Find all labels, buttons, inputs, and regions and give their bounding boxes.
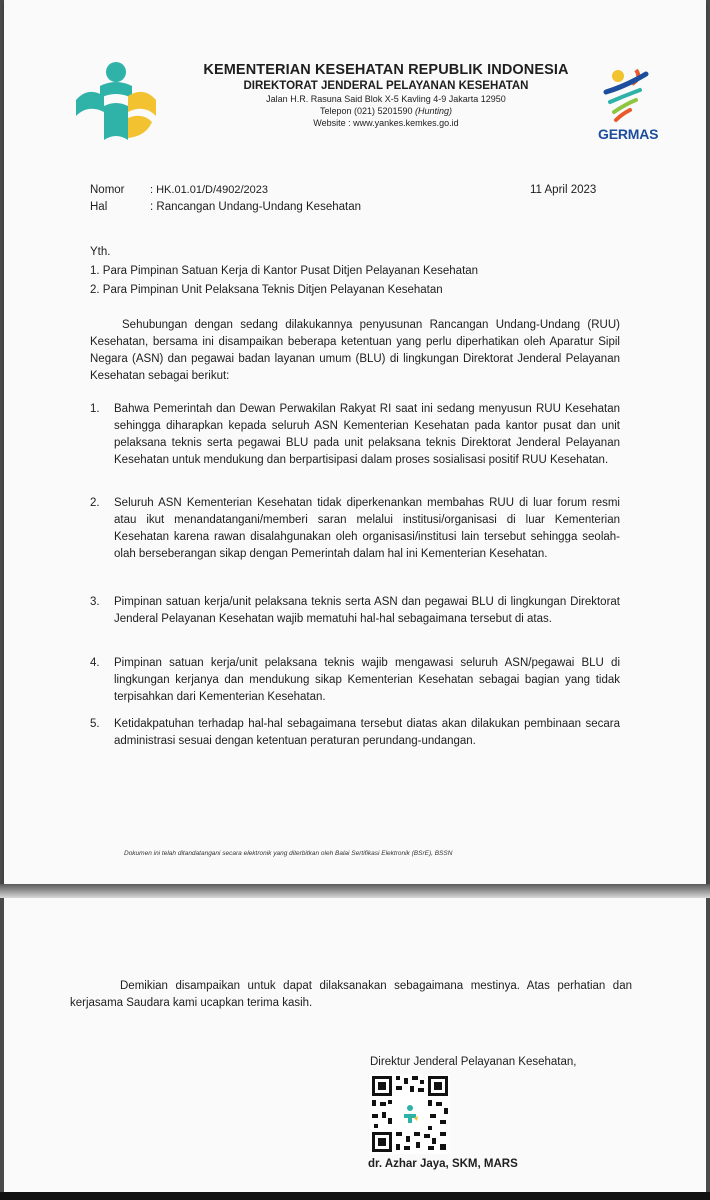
item-number: 2.	[90, 497, 100, 509]
recipient-1: 1. Para Pimpinan Satuan Kerja di Kantor Pusat Ditjen Pelayanan Kesehatan	[90, 265, 479, 277]
qr-code-icon	[370, 1074, 450, 1154]
nomor-label: Nomor	[90, 184, 125, 196]
letterhead	[156, 62, 616, 128]
ministry-name: KEMENTERIAN KESEHATAN REPUBLIK INDONESIA	[203, 62, 569, 78]
item-text: Bahwa Pemerintah dan Dewan Perwakilan Rakyat RI saat ini sedang menyusun RUU Kesehatan sehingga diharapkan kepada seluruh ASN Kementerian Kesehatan pada kantor pusat dan unit pelaksana teknis serta pegawai BLU pada unit pelaksana teknis Direktorat Jenderal Pelayanan Kesehatan untuk mendukung dan berpartisipasi dalam proses sosialisasi positif RUU Kesehatan.	[114, 403, 620, 466]
salutation: Yth.	[90, 246, 111, 258]
letter-date: 11 April 2023	[530, 184, 597, 196]
page-gap	[0, 884, 710, 898]
item-text: Seluruh ASN Kementerian Kesehatan tidak diperkenankan membahas RUU di luar forum resmi atau ikut menandatangani/memberi saran melalui institusi/organisasi di luar Kementerian Kesehatan karena rawan disalahgunakan oleh organisasi/institusi lain tersebut sehingga seolah-olah berseberangan sikap dengan Pemerintah dalam hal ini Kementerian Kesehatan.	[114, 497, 620, 560]
letter-page-2	[4, 898, 706, 1192]
nomor-value: : HK.01.01/D/4902/2023	[150, 184, 269, 196]
item-number: 4.	[90, 657, 100, 669]
germas-label: GERMAS	[598, 126, 659, 142]
phone-number: Telepon (021) 5201590	[319, 106, 413, 116]
recipient-2: 2. Para Pimpinan Unit Pelaksana Teknis Ditjen Pelayanan Kesehatan	[90, 284, 443, 296]
intro-paragraph: Sehubungan dengan sedang dilakukannya penyusunan Rancangan Undang-Undang (RUU) Kesehatan, bersama ini disampaikan beberapa ketentuan yang perlu diperhatikan oleh Aparatur Sipil Negara (ASN) dan pegawai badan layanan umum (BLU) di lingkungan Direktorat Jenderal Pelayanan Kesehatan sebagai berikut:	[90, 319, 620, 382]
phone	[156, 106, 616, 116]
closing-paragraph: Demikian disampaikan untuk dapat dilaksanakan sebagaimana mestinya. Atas perhatian dan kerjasama Saudara kami ucapkan terima kasih.	[70, 980, 632, 1009]
bottom-bar	[0, 1192, 710, 1200]
signatory-title: Direktur Jenderal Pelayanan Kesehatan,	[370, 1056, 577, 1068]
item-number: 5.	[90, 718, 100, 730]
kemenkes-logo	[70, 60, 160, 144]
item-text: Pimpinan satuan kerja/unit pelaksana teknis wajib mengawasi seluruh ASN/pegawai BLU di lingkungan kerjanya dan mendukung sikap Kementerian Kesehatan sebagai bagian yang tidak terpisahkan dari Kementerian Kesehatan.	[114, 657, 620, 703]
directorate-name: DIREKTORAT JENDERAL PELAYANAN KESEHATAN	[243, 80, 529, 92]
item-text: Ketidakpatuhan terhadap hal-hal sebagaimana tersebut diatas akan dilakukan pembinaan secara administrasi sesuai dengan ketentuan peraturan perundang-undangan.	[114, 718, 620, 747]
address: Jalan H.R. Rasuna Said Blok X-5 Kavling 4-9 Jakarta 12950	[266, 94, 506, 104]
e-signature-note: Dokumen ini telah ditandatangani secara elektronik yang diterbitkan oleh Balai Sertifikasi Elektronik (BSrE), BSSN	[124, 850, 453, 857]
hal-value: : Rancangan Undang-Undang Kesehatan	[150, 201, 361, 213]
website: Website : www.yankes.kemkes.go.id	[313, 118, 459, 128]
signatory-name: dr. Azhar Jaya, SKM, MARS	[368, 1158, 518, 1170]
hal-label: Hal	[90, 201, 108, 213]
item-number: 1.	[90, 403, 100, 415]
letter-page-1	[4, 0, 706, 884]
item-text: Pimpinan satuan kerja/unit pelaksana teknis serta ASN dan pegawai BLU di lingkungan Direktorat Jenderal Pelayanan Kesehatan wajib mematuhi hal-hal sebagaimana tersebut di atas.	[114, 596, 620, 625]
item-number: 3.	[90, 596, 100, 608]
phone-note: (Hunting)	[415, 106, 453, 116]
